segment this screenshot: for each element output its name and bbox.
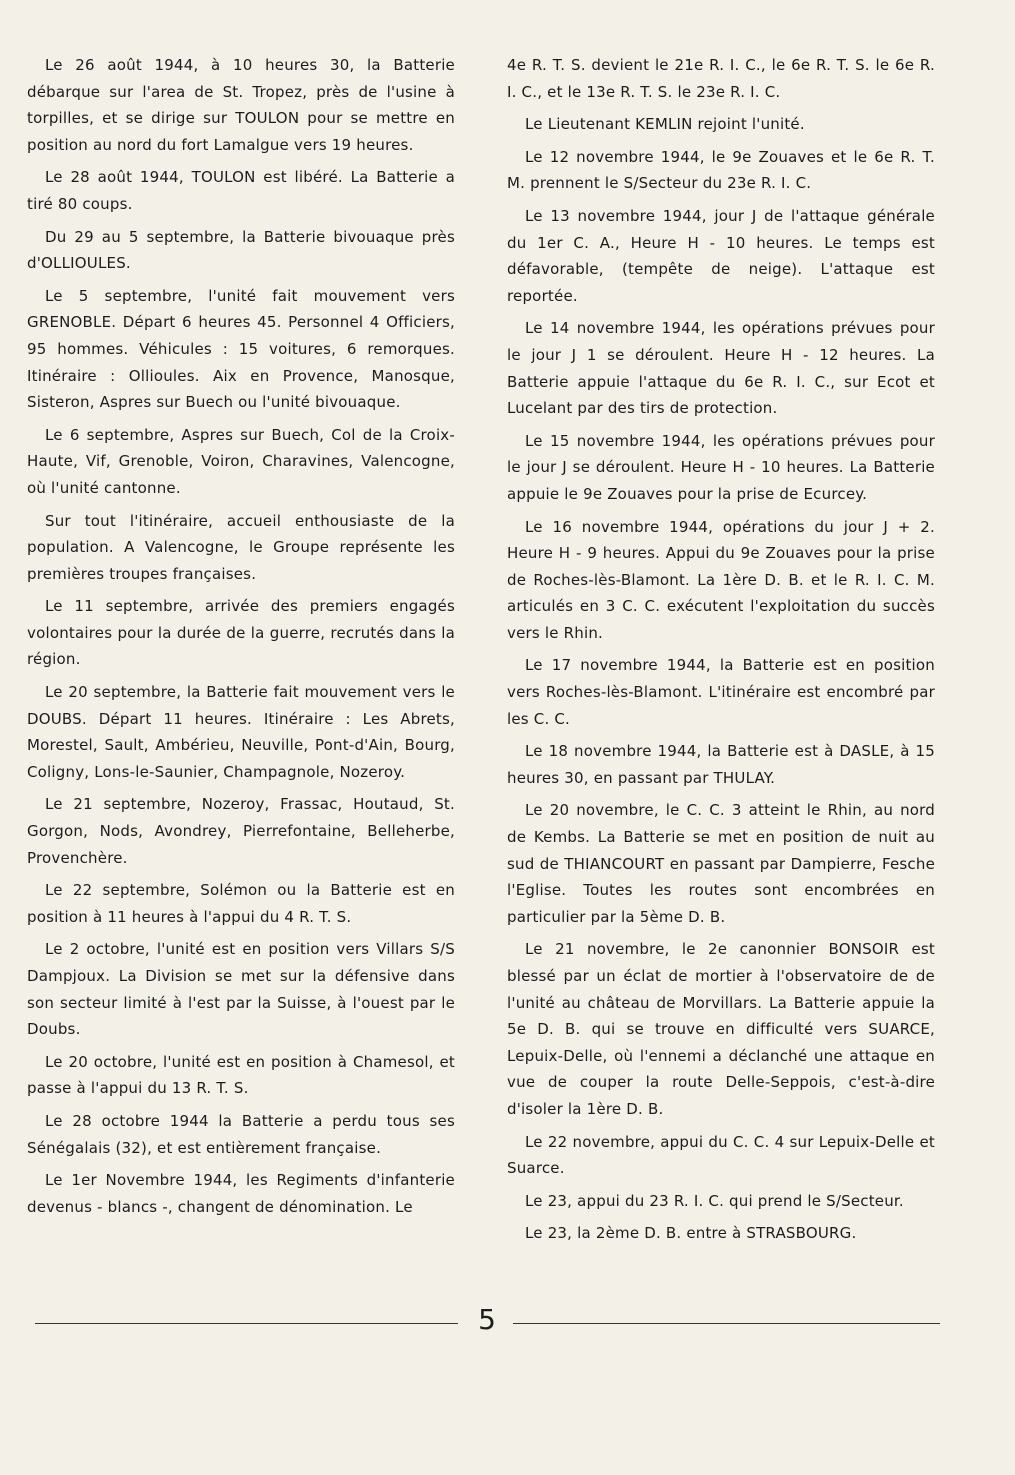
page-number: 5 bbox=[478, 1303, 496, 1336]
paragraph-continuation: 4e R. T. S. devient le 21e R. I. C., le 6e R. T. S. le 6e R. I. C., et le 13e R. T. S. le 23e R. I. C. bbox=[507, 56, 935, 101]
paragraph: Le 15 novembre 1944, les opérations prévues pour le jour J se déroulent. Heure H - 10 heures. La Batterie appuie le 9e Zouaves pour la prise de Ecurcey. bbox=[507, 431, 935, 503]
paragraph: Le 12 novembre 1944, le 9e Zouaves et le 6e R. T. M. prennent le S/Secteur du 23e R. I. C. bbox=[507, 147, 935, 193]
paragraph: Le 1er Novembre 1944, les Regiments d'infanterie devenus - blancs -, changent de dénomination. Le bbox=[27, 1171, 455, 1216]
footer-rule-right bbox=[513, 1323, 940, 1324]
paragraph: Le 17 novembre 1944, la Batterie est en position vers Roches-lès-Blamont. L'itinéraire est encombré par les C. C. bbox=[507, 656, 935, 728]
footer-rule-left bbox=[35, 1323, 458, 1324]
text-column-right bbox=[507, 52, 935, 1253]
paragraph: Le 28 octobre 1944 la Batterie a perdu tous ses Sénégalais (32), et est entièrement française. bbox=[27, 1111, 455, 1157]
paragraph: Le 11 septembre, arrivée des premiers engagés volontaires pour la durée de la guerre, recrutés dans la région. bbox=[27, 597, 455, 669]
paragraph: Le 21 novembre, le 2e canonnier BONSOIR est blessé par un éclat de mortier à l'observatoire de de l'unité au château de Morvillars. La Batterie appuie la 5e D. B. qui se trouve en difficulté vers SUARCE, Lepuix-Delle, où l'ennemi a déclanché une attaque en vue de couper la route Delle-Seppois, c'est-à-dire d'isoler la 1ère D. B. bbox=[507, 940, 935, 1118]
paragraph: Le 16 novembre 1944, opérations du jour J + 2. Heure H - 9 heures. Appui du 9e Zouaves pour la prise de Roches-lès-Blamont. La 1ère D. B. et le R. I. C. M. articulés en 3 C. C. exécutent l'exploitation du succès vers le Rhin. bbox=[507, 517, 935, 642]
paragraph: Le 21 septembre, Nozeroy, Frassac, Houtaud, St. Gorgon, Nods, Avondrey, Pierrefontaine, Belleherbe, Provenchère. bbox=[27, 795, 455, 867]
paragraph: Le 23, la 2ème D. B. entre à STRASBOURG. bbox=[525, 1224, 857, 1243]
text-column-left bbox=[27, 52, 455, 1226]
paragraph: Le 28 août 1944, TOULON est libéré. La Batterie a tiré 80 coups. bbox=[27, 168, 455, 213]
paragraph: Le 2 octobre, l'unité est en position vers Villars S/S Dampjoux. La Division se met sur la défensive dans son secteur limité à l'est par la Suisse, à l'ouest par le Doubs. bbox=[27, 940, 455, 1039]
paragraph: Le 20 octobre, l'unité est en position à Chamesol, et passe à l'appui du 13 R. T. S. bbox=[27, 1052, 455, 1098]
paragraph: Le 23, appui du 23 R. I. C. qui prend le S/Secteur. bbox=[525, 1191, 904, 1210]
paragraph: Le 22 novembre, appui du C. C. 4 sur Lepuix-Delle et Suarce. bbox=[507, 1132, 935, 1178]
paragraph: Le 18 novembre 1944, la Batterie est à DASLE, à 15 heures 30, en passant par THULAY. bbox=[507, 742, 935, 787]
paragraph: Le 6 septembre, Aspres sur Buech, Col de la Croix-Haute, Vif, Grenoble, Voiron, Charavines, Valencogne, où l'unité cantonne. bbox=[27, 425, 455, 497]
paragraph: Sur tout l'itinéraire, accueil enthousiaste de la population. A Valencogne, le Groupe représente les premières troupes françaises. bbox=[27, 511, 455, 583]
paragraph: Du 29 au 5 septembre, la Batterie bivouaque près d'OLLIOULES. bbox=[27, 227, 455, 273]
paragraph: Le 13 novembre 1944, jour J de l'attaque générale du 1er C. A., Heure H - 10 heures. Le temps est défavorable, (tempête de neige). L'attaque est reportée. bbox=[507, 206, 935, 305]
paragraph: Le 26 août 1944, à 10 heures 30, la Batterie débarque sur l'area de St. Tropez, près de l'usine à torpilles, et se dirige sur TOULON pour se mettre en position au nord du fort Lamalgue vers 19 heures. bbox=[27, 56, 455, 154]
paragraph: Le 20 septembre, la Batterie fait mouvement vers le DOUBS. Départ 11 heures. Itinéraire : Les Abrets, Morestel, Sault, Ambérieu, Neuville, Pont-d'Ain, Bourg, Coligny, Lons-le-Saunier, Champagnole, Nozeroy. bbox=[27, 683, 455, 781]
paragraph: Le Lieutenant KEMLIN rejoint l'unité. bbox=[525, 115, 805, 134]
paragraph: Le 20 novembre, le C. C. 3 atteint le Rhin, au nord de Kembs. La Batterie se met en position de nuit au sud de THIANCOURT en passant par Dampierre, Fesche l'Eglise. Toutes les routes sont encombrées en particulier par la 5ème D. B. bbox=[507, 801, 935, 926]
paragraph: Le 14 novembre 1944, les opérations prévues pour le jour J 1 se déroulent. Heure H - 12 heures. La Batterie appuie l'attaque du 6e R. I. C., sur Ecot et Lucelant par des tirs de protection. bbox=[507, 319, 935, 418]
paragraph: Le 5 septembre, l'unité fait mouvement vers GRENOBLE. Départ 6 heures 45. Personnel 4 Officiers, 95 hommes. Véhicules : 15 voitures, 6 remorques. Itinéraire : Ollioules. Aix en Provence, Manosque, Sisteron, Aspres sur Buech ou l'unité bivouaque. bbox=[27, 286, 455, 412]
paragraph: Le 22 septembre, Solémon ou la Batterie est en position à 11 heures à l'appui du 4 R. T. S. bbox=[27, 881, 455, 926]
